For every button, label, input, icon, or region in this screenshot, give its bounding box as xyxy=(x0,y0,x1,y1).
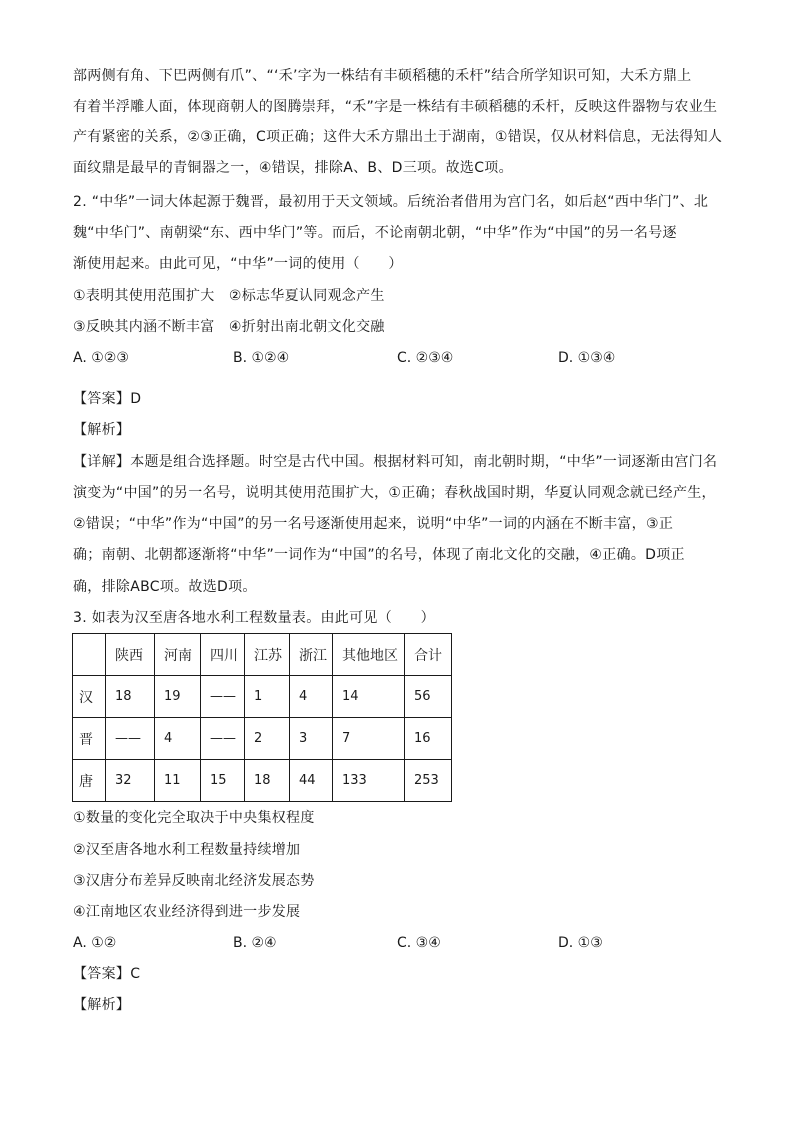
table-cell: 253 xyxy=(405,760,452,802)
q2-option-b: B. ①②④ xyxy=(233,350,290,366)
table-cell: 2 xyxy=(245,718,290,760)
table-cell: 14 xyxy=(333,676,405,718)
table-row xyxy=(73,676,452,718)
q3-option-b: B. ②④ xyxy=(233,935,277,951)
table-header-cell: 河南 xyxy=(155,634,201,676)
q3-option-c: C. ③④ xyxy=(397,935,441,951)
q2-statement: ③反映其内涵不断丰富 ④折射出南北朝文化交融 xyxy=(73,319,385,335)
table-cell: 4 xyxy=(290,676,333,718)
table-cell: 晋 xyxy=(73,718,106,760)
table-cell: 56 xyxy=(405,676,452,718)
table-header-cell xyxy=(73,634,106,676)
table-cell: 15 xyxy=(201,760,245,802)
table-cell: 7 xyxy=(333,718,405,760)
table-row xyxy=(73,760,452,802)
intro-line: 产有紧密的关系，②③正确，C项正确；这件大禾方鼎出土于湖南，①错误，仅从材料信息，无法得知人 xyxy=(73,129,723,145)
q2-option-a: A. ①②③ xyxy=(73,350,129,366)
table-cell: —— xyxy=(201,718,245,760)
q2-stem-line: 渐使用起来。由此可见，“中华”一词的使用（ ） xyxy=(73,256,403,272)
irrigation-table xyxy=(72,633,452,802)
table-cell: 11 xyxy=(155,760,201,802)
q2-option-d: D. ①③④ xyxy=(558,350,616,366)
q2-explanation-line: ②错误；“中华”作为“中国”的另一名号逐渐使用起来，说明“中华”一词的内涵在不断丰富，③正 xyxy=(73,516,674,532)
q2-analysis-label: 【解析】 xyxy=(73,422,131,438)
table-cell: 1 xyxy=(245,676,290,718)
table-header-cell: 合计 xyxy=(405,634,452,676)
table-cell: 19 xyxy=(155,676,201,718)
intro-line: 面纹鼎是最早的青铜器之一，④错误，排除A、B、D三项。故选C项。 xyxy=(73,160,513,176)
q3-statement: ④江南地区农业经济得到进一步发展 xyxy=(73,904,301,920)
q3-statement: ②汉至唐各地水利工程数量持续增加 xyxy=(73,842,301,858)
table-cell: 133 xyxy=(333,760,405,802)
table-cell: —— xyxy=(201,676,245,718)
table-cell: 16 xyxy=(405,718,452,760)
table-cell: 18 xyxy=(106,676,155,718)
table-cell: 唐 xyxy=(73,760,106,802)
table-cell: 3 xyxy=(290,718,333,760)
q3-statement: ③汉唐分布差异反映南北经济发展态势 xyxy=(73,873,315,889)
q2-explanation-line: 确，排除ABC项。故选D项。 xyxy=(73,579,257,595)
table-row xyxy=(73,718,452,760)
q3-stem: 3. 如表为汉至唐各地水利工程数量表。由此可见（ ） xyxy=(73,610,435,626)
q3-analysis-label: 【解析】 xyxy=(73,997,131,1013)
table-cell: 18 xyxy=(245,760,290,802)
table-header-cell: 四川 xyxy=(201,634,245,676)
q2-explanation-line: 演变为“中国”的另一名号，说明其使用范围扩大，①正确；春秋战国时期，华夏认同观念就已经产生， xyxy=(73,485,716,501)
q2-statement: ①表明其使用范围扩大 ②标志华夏认同观念产生 xyxy=(73,288,385,304)
q2-option-c: C. ②③④ xyxy=(397,350,454,366)
table-cell: —— xyxy=(106,718,155,760)
table-header-cell: 陕西 xyxy=(106,634,155,676)
q3-option-a: A. ①② xyxy=(73,935,117,951)
table-header-cell: 江苏 xyxy=(245,634,290,676)
table-cell: 4 xyxy=(155,718,201,760)
q2-explanation-line: 确；南朝、北朝都逐渐将“中华”一词作为“中国”的名号，体现了南北文化的交融，④正确。D项正 xyxy=(73,547,685,563)
q3-statement: ①数量的变化完全取决于中央集权程度 xyxy=(73,810,315,826)
q2-answer: 【答案】D xyxy=(73,391,142,407)
table-cell: 汉 xyxy=(73,676,106,718)
q2-stem-line: 魏“中华门”、南朝梁“东、西中华门”等。而后，不论南朝北朝，“中华”作为“中国”的另一名号逐 xyxy=(73,225,677,241)
table-header-cell: 浙江 xyxy=(290,634,333,676)
q3-option-d: D. ①③ xyxy=(558,935,603,951)
intro-line: 部两侧有角、下巴两侧有爪”、“‘禾’字为一株结有丰硕稻穗的禾杆”结合所学知识可知，大禾方鼎上 xyxy=(73,68,692,84)
q2-stem-line: 2. “中华”一词大体起源于魏晋，最初用于天文领域。后统治者借用为宫门名，如后赵“西中华门”、北 xyxy=(73,194,709,210)
q2-explanation-line: 【详解】本题是组合选择题。时空是古代中国。根据材料可知，南北朝时期，“中华”一词逐渐由宫门名 xyxy=(73,454,718,470)
q3-answer: 【答案】C xyxy=(73,966,141,982)
table-cell: 32 xyxy=(106,760,155,802)
table-cell: 44 xyxy=(290,760,333,802)
table-header-cell: 其他地区 xyxy=(333,634,405,676)
intro-line: 有着半浮雕人面，体现商朝人的图腾崇拜，“禾”字是一株结有丰硕稻穗的禾杆，反映这件器物与农业生 xyxy=(73,99,718,115)
table-header-row xyxy=(73,634,452,676)
